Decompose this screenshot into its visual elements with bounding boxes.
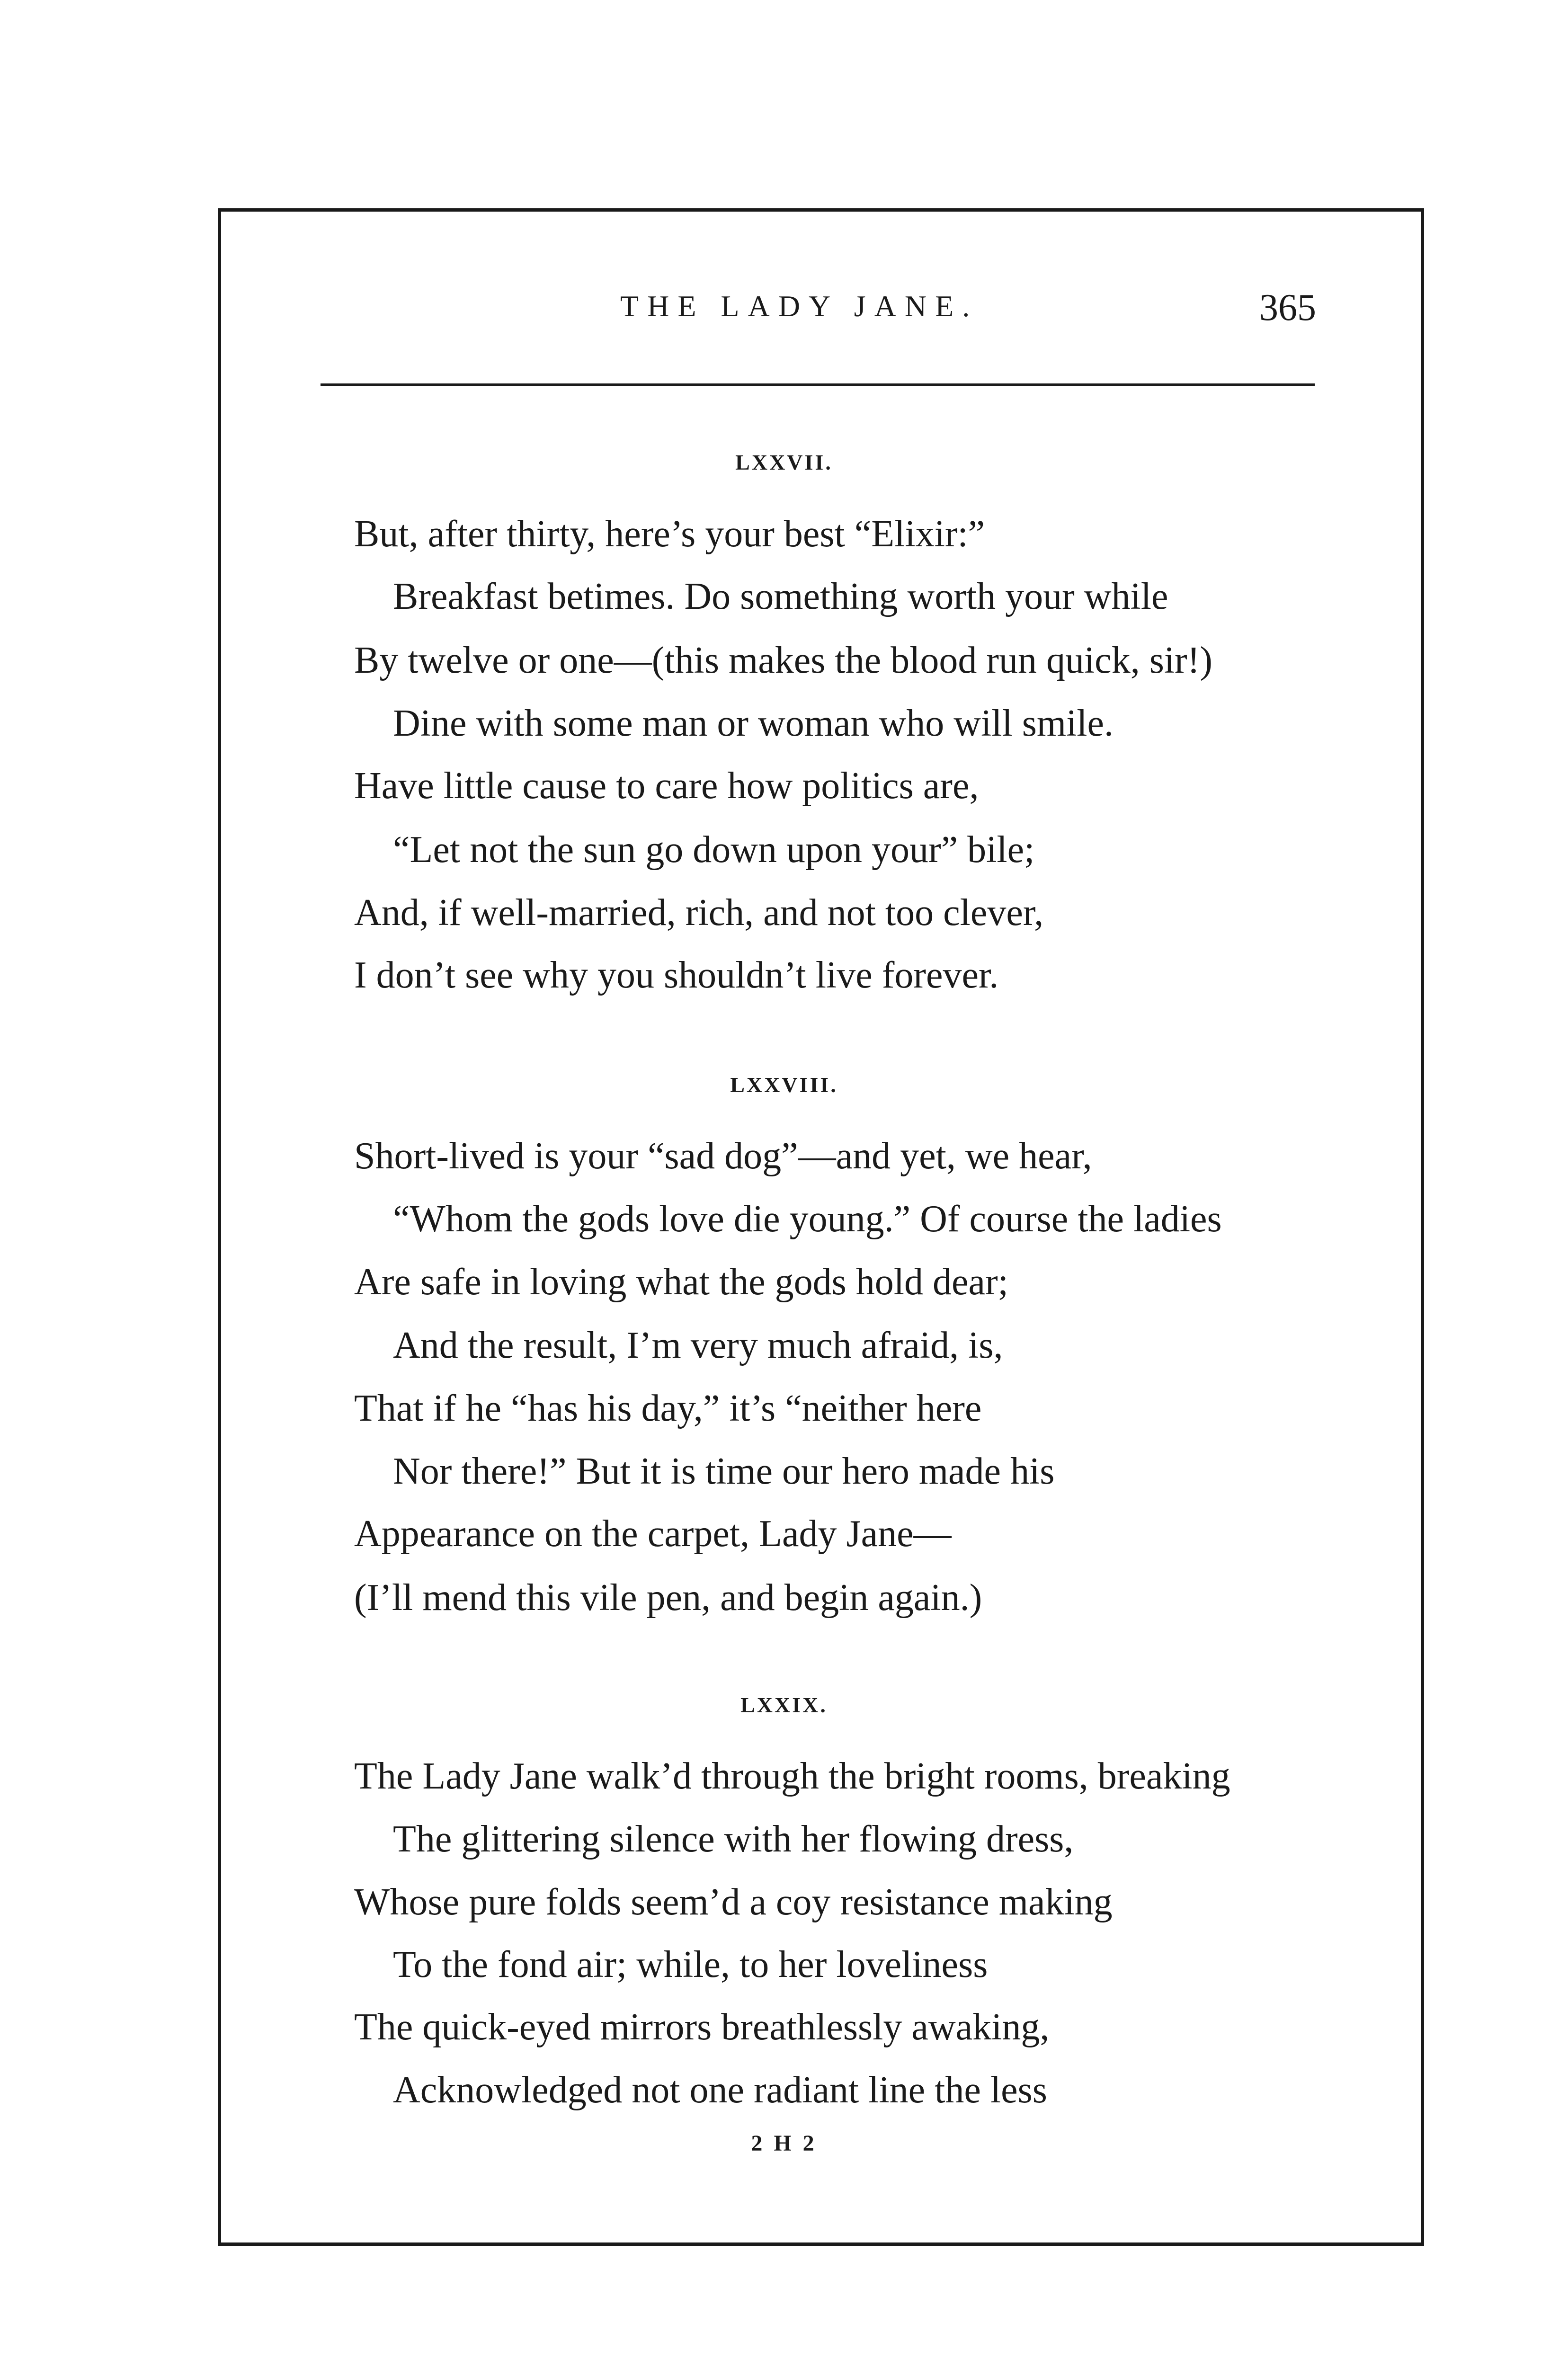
verse-line: To the fond air; while, to her loveliness: [393, 1944, 988, 1985]
verse-line: I don’t see why you shouldn’t live forever.: [354, 954, 999, 996]
verse-line: Whose pure folds seem’d a coy resistance making: [354, 1881, 1113, 1923]
page-number: 365: [1259, 287, 1316, 329]
verse-line: The glittering silence with her flowing dress,: [393, 1818, 1074, 1860]
verse-line: And, if well-married, rich, and not too clever,: [354, 892, 1044, 934]
verse-line: Have little cause to care how politics are,: [354, 765, 979, 807]
verse-line: Appearance on the carpet, Lady Jane—: [354, 1513, 952, 1555]
verse-line: “Let not the sun go down upon your” bile;: [393, 829, 1035, 871]
verse-line: And the result, I’m very much afraid, is,: [393, 1325, 1003, 1366]
stanza-number: LXXVIII.: [730, 1073, 838, 1097]
verse-line: By twelve or one—(this makes the blood run quick, sir!): [354, 640, 1212, 681]
verse-line: The quick-eyed mirrors breathlessly awaking,: [354, 2006, 1050, 2048]
verse-line: Are safe in loving what the gods hold dear;: [354, 1261, 1008, 1303]
verse-line: That if he “has his day,” it’s “neither here: [354, 1388, 982, 1429]
header-rule: [321, 383, 1315, 386]
printer-signature: 2 H 2: [751, 2131, 817, 2156]
stanza-number: LXXIX.: [740, 1693, 828, 1717]
verse-line: Short-lived is your “sad dog”—and yet, we hear,: [354, 1135, 1092, 1177]
verse-line: Breakfast betimes. Do something worth your while: [393, 576, 1168, 617]
stanza-number: LXXVII.: [735, 450, 833, 474]
verse-line: The Lady Jane walk’d through the bright rooms, breaking: [354, 1755, 1230, 1797]
verse-line: (I’ll mend this vile pen, and begin again.): [354, 1577, 982, 1619]
verse-line: Dine with some man or woman who will smile.: [393, 703, 1114, 744]
running-head: THE LADY JANE.: [620, 289, 979, 323]
verse-line: Nor there!” But it is time our hero made his: [393, 1450, 1055, 1492]
verse-line: “Whom the gods love die young.” Of course the ladies: [393, 1198, 1222, 1240]
verse-line: But, after thirty, here’s your best “Elixir:”: [354, 513, 985, 555]
verse-line: Acknowledged not one radiant line the less: [393, 2069, 1047, 2111]
